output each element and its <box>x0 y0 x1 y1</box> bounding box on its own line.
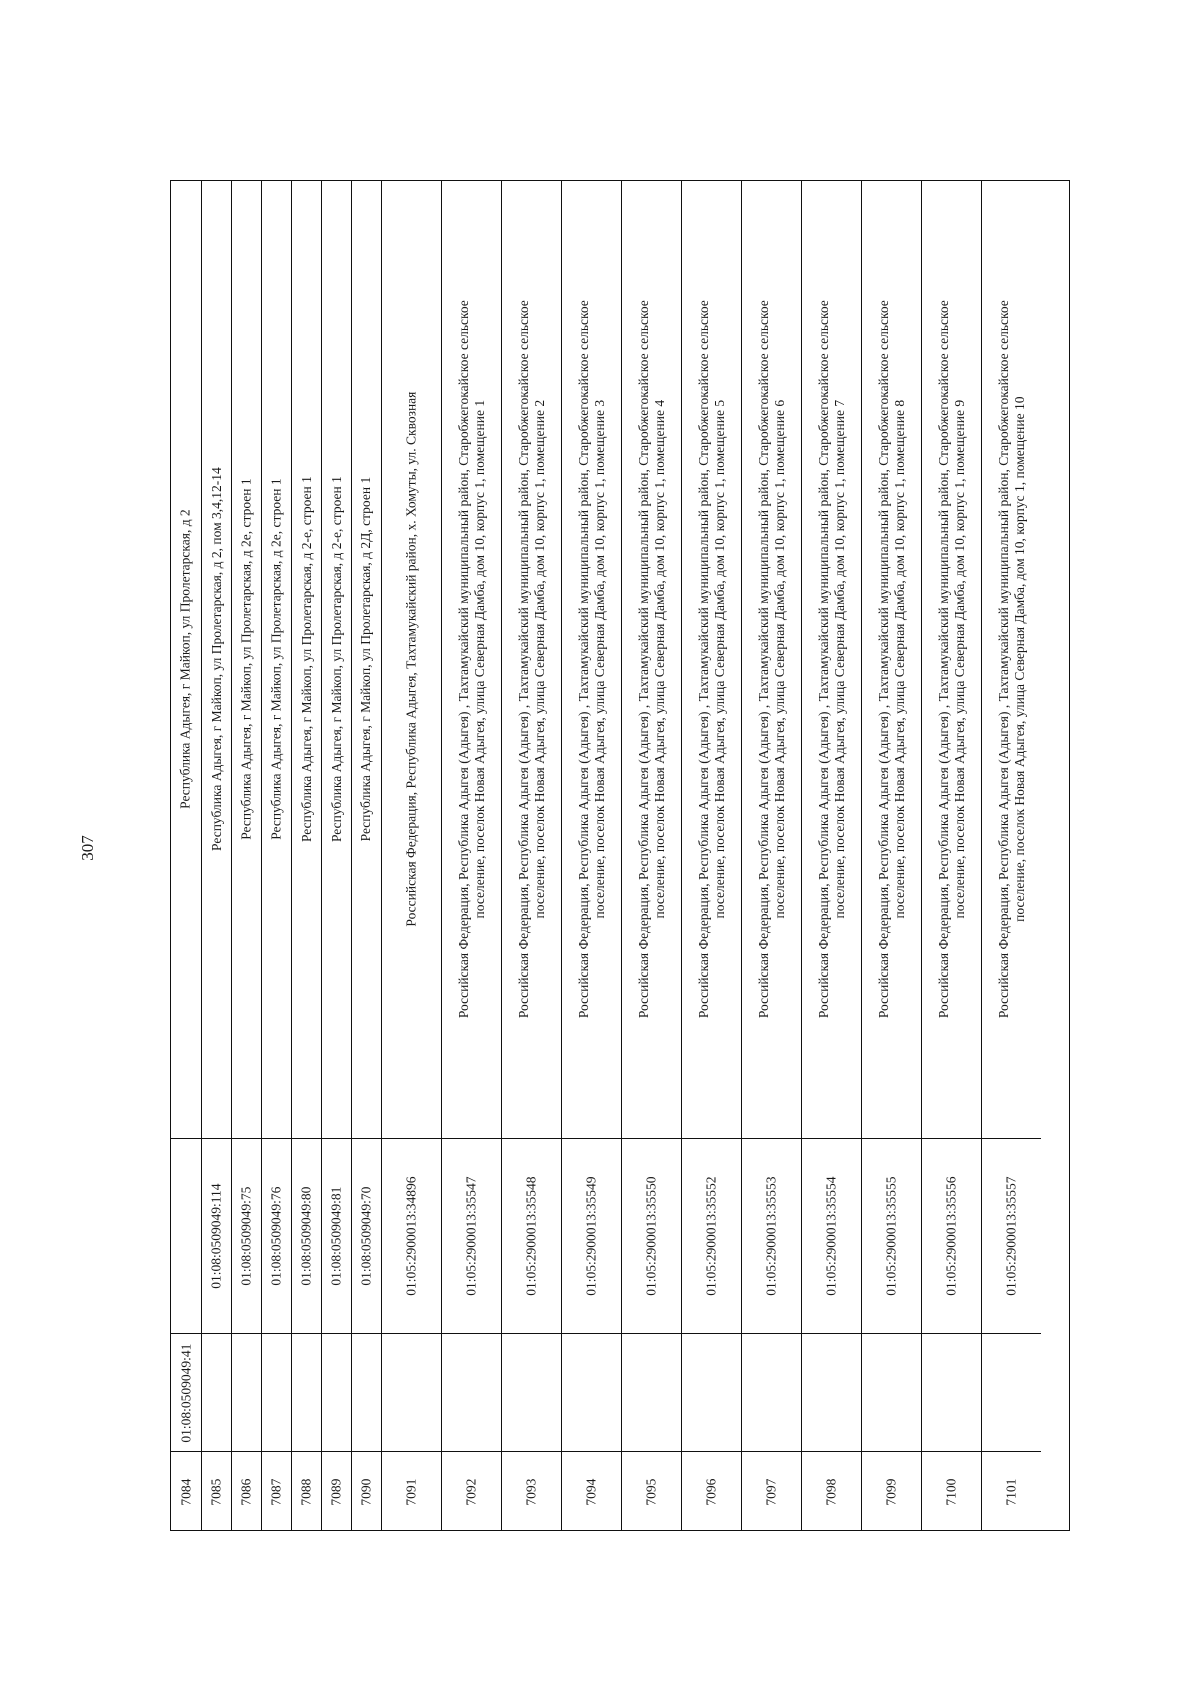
cadastral-number: 01:08:0509049:80 <box>298 1186 314 1287</box>
parent-cadastral-cell <box>352 1333 381 1452</box>
row-number: 7091 <box>403 1479 419 1506</box>
row-number: 7100 <box>943 1479 959 1506</box>
cadastral-cell <box>982 1138 1041 1334</box>
cadastral-number: 01:05:2900013:35550 <box>643 1176 659 1297</box>
row-number: 7085 <box>208 1479 224 1506</box>
cadastral-number: 01:05:2900013:35553 <box>763 1176 779 1297</box>
row-number: 7096 <box>703 1479 719 1506</box>
address-cell <box>622 181 681 1138</box>
cadastral-number: 01:08:0509049:114 <box>208 1183 224 1290</box>
cadastral-cell <box>382 1138 441 1334</box>
parent-cadastral-cell <box>802 1333 861 1452</box>
address-cell <box>502 181 561 1138</box>
row-number-cell <box>982 1451 1041 1533</box>
table-row <box>801 181 861 1530</box>
address-cell <box>202 181 231 1138</box>
address-block <box>515 301 547 1019</box>
address-line: Республика Адыгея, г Майкоп, ул Пролетарская, д 2-е, строен 1 <box>328 476 344 843</box>
table-row <box>621 181 681 1530</box>
cadastral-cell <box>262 1138 291 1334</box>
cadastral-cell <box>171 1138 201 1334</box>
table-row <box>861 181 921 1530</box>
address-line: Российская Федерация, Республика Адыгея (Адыгея) , Тахтамукайский муниципальный район, Старобжегокайское сельское <box>635 300 651 1019</box>
address-line: Республика Адыгея, г Майкоп, ул Пролетарская, д 2е, строен 1 <box>268 478 284 841</box>
row-number: 7094 <box>583 1479 599 1506</box>
row-number: 7093 <box>523 1479 539 1506</box>
records-table <box>170 180 1070 1531</box>
address-line: Республика Адыгея, г Майкоп, ул Пролетарская, д 2, пом 3,4,12-14 <box>208 467 224 852</box>
cadastral-number: 01:05:2900013:35548 <box>523 1176 539 1297</box>
row-number: 7101 <box>1003 1479 1019 1506</box>
cadastral-number: 01:05:2900013:35552 <box>703 1176 719 1297</box>
table-row <box>291 181 321 1530</box>
row-number-cell <box>922 1451 981 1533</box>
address-block <box>635 301 667 1019</box>
address-line: Республика Адыгея, г Майкоп, ул Пролетарская, д 2 <box>177 509 193 810</box>
parent-cadastral-cell <box>442 1333 501 1452</box>
cadastral-number: 01:05:2900013:35549 <box>583 1176 599 1297</box>
parent-cadastral-cell <box>982 1333 1041 1452</box>
row-number-cell <box>171 1451 201 1533</box>
cadastral-cell <box>292 1138 321 1334</box>
cadastral-number: 01:05:2900013:34896 <box>403 1176 419 1297</box>
parent-cadastral-cell <box>262 1333 291 1452</box>
address-cell <box>232 181 261 1138</box>
address-line-2: поселение, поселок Новая Адыгея, улица Северная Дамба, дом 10, корпус 1, помещение 8 <box>891 400 907 919</box>
cadastral-cell <box>442 1138 501 1334</box>
cadastral-cell <box>202 1138 231 1334</box>
address-block <box>815 301 847 1019</box>
cadastral-number: 01:08:0509049:81 <box>328 1186 344 1287</box>
cadastral-cell <box>802 1138 861 1334</box>
cadastral-number: 01:05:2900013:35556 <box>943 1176 959 1297</box>
address-block <box>178 510 194 810</box>
parent-cadastral-cell <box>862 1333 921 1452</box>
parent-cadastral-cell <box>562 1333 621 1452</box>
row-number-cell <box>442 1451 501 1533</box>
address-line: Российская Федерация, Республика Адыгея (Адыгея) , Тахтамукайский муниципальный район, Старобжегокайское сельское <box>695 300 711 1019</box>
address-block <box>575 301 607 1019</box>
address-block <box>328 477 344 843</box>
cadastral-cell <box>232 1138 261 1334</box>
row-number: 7086 <box>238 1479 254 1506</box>
address-cell <box>352 181 381 1138</box>
address-line: Российская Федерация, Республика Адыгея (Адыгея) , Тахтамукайский муниципальный район, Старобжегокайское сельское <box>995 300 1011 1019</box>
address-block <box>935 301 967 1019</box>
table-row <box>741 181 801 1530</box>
parent-cadastral-number: 01:08:0509049:41 <box>177 1343 193 1443</box>
row-number-cell <box>262 1451 291 1533</box>
row-number: 7089 <box>328 1479 344 1506</box>
row-number-cell <box>682 1451 741 1533</box>
address-line-2: поселение, поселок Новая Адыгея, улица Северная Дамба, дом 10, корпус 1, помещение 5 <box>711 400 727 919</box>
row-number-cell <box>352 1451 381 1533</box>
cadastral-cell <box>922 1138 981 1334</box>
table-row <box>381 181 441 1530</box>
row-number: 7088 <box>298 1479 314 1506</box>
cadastral-number: 01:05:2900013:35557 <box>1003 1176 1019 1297</box>
address-line: Российская Федерация, Республика Адыгея, Тахтамукайский район, х. Хомуты, ул. Сквозная <box>403 392 419 927</box>
page-number: 307 <box>78 835 97 861</box>
address-cell <box>292 181 321 1138</box>
parent-cadastral-cell <box>502 1333 561 1452</box>
cadastral-number: 01:05:2900013:35554 <box>823 1176 839 1297</box>
row-number-cell <box>232 1451 261 1533</box>
address-line-2: поселение, поселок Новая Адыгея, улица Северная Дамба, дом 10, корпус 1, помещение 9 <box>951 400 967 919</box>
address-cell <box>802 181 861 1138</box>
cadastral-number: 01:08:0509049:76 <box>268 1186 284 1287</box>
cadastral-cell <box>862 1138 921 1334</box>
parent-cadastral-cell <box>171 1333 201 1452</box>
address-line: Российская Федерация, Республика Адыгея (Адыгея) , Тахтамукайский муниципальный район, Старобжегокайское сельское <box>575 300 591 1019</box>
row-number: 7098 <box>823 1479 839 1506</box>
cadastral-cell <box>682 1138 741 1334</box>
cadastral-number: 01:08:0509049:70 <box>358 1186 374 1287</box>
address-line-2: поселение, поселок Новая Адыгея, улица Северная Дамба, дом 10, корпус 1, помещение 10 <box>1011 396 1027 923</box>
cadastral-cell <box>322 1138 351 1334</box>
address-block <box>995 301 1027 1019</box>
address-block <box>298 477 314 843</box>
address-line: Республика Адыгея, г Майкоп, ул Пролетарская, д 2-е, строен 1 <box>298 476 314 843</box>
address-line-2: поселение, поселок Новая Адыгея, улица Северная Дамба, дом 10, корпус 1, помещение 4 <box>651 400 667 919</box>
table-row <box>441 181 501 1530</box>
address-cell <box>982 181 1041 1138</box>
parent-cadastral-cell <box>682 1333 741 1452</box>
row-number: 7090 <box>358 1479 374 1506</box>
address-block <box>755 301 787 1019</box>
table-row <box>231 181 261 1530</box>
address-line: Российская Федерация, Республика Адыгея (Адыгея) , Тахтамукайский муниципальный район, Старобжегокайское сельское <box>815 300 831 1019</box>
table-row <box>681 181 741 1530</box>
address-cell <box>862 181 921 1138</box>
address-line: Российская Федерация, Республика Адыгея (Адыгея) , Тахтамукайский муниципальный район, Старобжегокайское сельское <box>875 300 891 1019</box>
address-block <box>208 468 224 852</box>
address-cell <box>382 181 441 1138</box>
row-number: 7087 <box>268 1479 284 1506</box>
address-line: Российская Федерация, Республика Адыгея (Адыгея) , Тахтамукайский муниципальный район, Старобжегокайское сельское <box>935 300 951 1019</box>
address-cell <box>562 181 621 1138</box>
address-cell <box>742 181 801 1138</box>
table-row <box>351 181 381 1530</box>
parent-cadastral-cell <box>742 1333 801 1452</box>
cadastral-cell <box>502 1138 561 1334</box>
address-line: Республика Адыгея, г Майкоп, ул Пролетарская, д 2Д, строен 1 <box>358 477 374 842</box>
parent-cadastral-cell <box>202 1333 231 1452</box>
address-block <box>403 392 419 927</box>
row-number-cell <box>622 1451 681 1533</box>
address-cell <box>171 181 201 1138</box>
row-number-cell <box>502 1451 561 1533</box>
cadastral-number: 01:05:2900013:35555 <box>883 1176 899 1297</box>
parent-cadastral-cell <box>292 1333 321 1452</box>
address-cell <box>682 181 741 1138</box>
row-number: 7099 <box>883 1479 899 1506</box>
address-block <box>455 301 487 1019</box>
cadastral-cell <box>742 1138 801 1334</box>
address-line: Российская Федерация, Республика Адыгея (Адыгея) , Тахтамукайский муниципальный район, Старобжегокайское сельское <box>755 300 771 1019</box>
cadastral-cell <box>562 1138 621 1334</box>
row-number-cell <box>802 1451 861 1533</box>
cadastral-cell <box>352 1138 381 1334</box>
address-block <box>695 301 727 1019</box>
cadastral-number: 01:05:2900013:35547 <box>463 1176 479 1297</box>
address-line-2: поселение, поселок Новая Адыгея, улица Северная Дамба, дом 10, корпус 1, помещение 1 <box>471 400 487 919</box>
address-cell <box>922 181 981 1138</box>
address-block <box>268 479 284 840</box>
row-number-cell <box>202 1451 231 1533</box>
parent-cadastral-cell <box>382 1333 441 1452</box>
table-row <box>321 181 351 1530</box>
parent-cadastral-cell <box>232 1333 261 1452</box>
row-number-cell <box>322 1451 351 1533</box>
row-number: 7092 <box>463 1479 479 1506</box>
row-number-cell <box>862 1451 921 1533</box>
table-row <box>171 181 201 1530</box>
cadastral-number: 01:08:0509049:75 <box>238 1186 254 1287</box>
address-cell <box>262 181 291 1138</box>
address-line-2: поселение, поселок Новая Адыгея, улица Северная Дамба, дом 10, корпус 1, помещение 2 <box>531 400 547 919</box>
table-row <box>981 181 1041 1530</box>
address-line: Республика Адыгея, г Майкоп, ул Пролетарская, д 2е, строен 1 <box>238 478 254 841</box>
address-cell <box>442 181 501 1138</box>
row-number-cell <box>742 1451 801 1533</box>
table-row <box>201 181 231 1530</box>
row-number-cell <box>562 1451 621 1533</box>
address-cell <box>322 181 351 1138</box>
parent-cadastral-cell <box>622 1333 681 1452</box>
row-number: 7084 <box>177 1479 193 1506</box>
address-line-2: поселение, поселок Новая Адыгея, улица Северная Дамба, дом 10, корпус 1, помещение 3 <box>591 400 607 919</box>
row-number-cell <box>292 1451 321 1533</box>
row-number: 7097 <box>763 1479 779 1506</box>
row-number-cell <box>382 1451 441 1533</box>
address-block <box>875 301 907 1019</box>
address-line-2: поселение, поселок Новая Адыгея, улица Северная Дамба, дом 10, корпус 1, помещение 7 <box>831 400 847 919</box>
cadastral-cell <box>622 1138 681 1334</box>
table-row <box>561 181 621 1530</box>
address-line-2: поселение, поселок Новая Адыгея, улица Северная Дамба, дом 10, корпус 1, помещение 6 <box>771 400 787 919</box>
address-line: Российская Федерация, Республика Адыгея (Адыгея) , Тахтамукайский муниципальный район, Старобжегокайское сельское <box>515 300 531 1019</box>
parent-cadastral-cell <box>922 1333 981 1452</box>
table-row <box>501 181 561 1530</box>
row-number: 7095 <box>643 1479 659 1506</box>
address-block <box>358 477 374 842</box>
table-row <box>921 181 981 1530</box>
table-row <box>261 181 291 1530</box>
parent-cadastral-cell <box>322 1333 351 1452</box>
address-line: Российская Федерация, Республика Адыгея (Адыгея) , Тахтамукайский муниципальный район, Старобжегокайское сельское <box>455 300 471 1019</box>
address-block <box>238 479 254 840</box>
